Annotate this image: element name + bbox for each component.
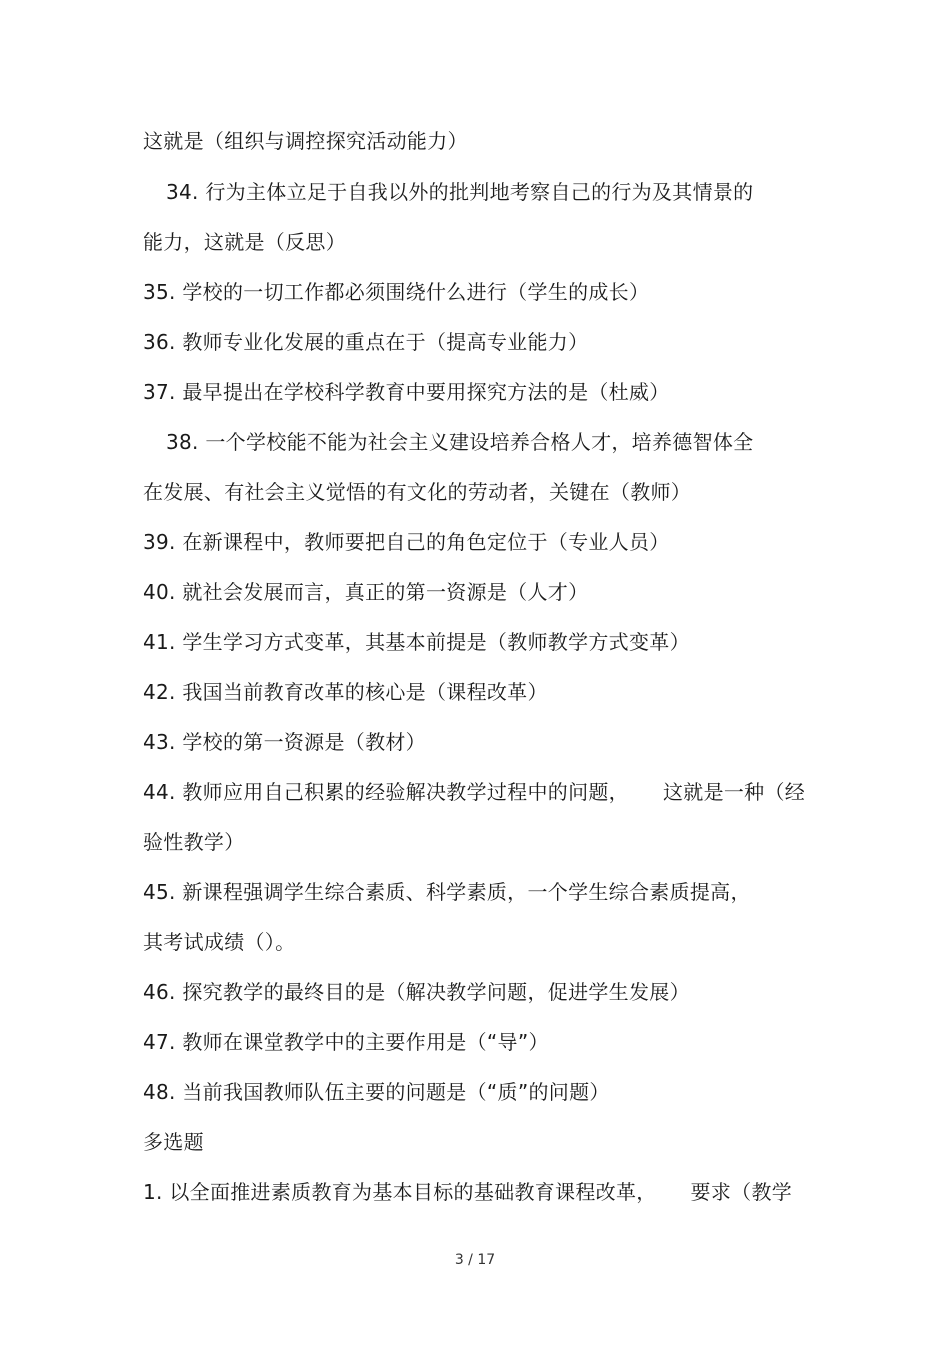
- question-37: 37. 最早提出在学校科学教育中要用探究方法的是（杜威）: [143, 380, 670, 404]
- question-44-line-1: [143, 778, 805, 806]
- question-40: 40. 就社会发展而言，真正的第一资源是（人才）: [143, 580, 589, 604]
- question-36: 36. 教师专业化发展的重点在于（提高专业能力）: [143, 330, 589, 354]
- section-heading-multiple-choice: 多选题: [143, 1130, 204, 1154]
- multi-question-1-part-b: 要求（教学: [690, 1180, 793, 1204]
- multi-question-1-line-1: [143, 1178, 792, 1206]
- question-43: 43. 学校的第一资源是（教材）: [143, 730, 426, 754]
- question-34-line-1: 34. 行为主体立足于自我以外的批判地考察自己的行为及其情景的: [166, 180, 754, 204]
- question-42: 42. 我国当前教育改革的核心是（课程改革）: [143, 680, 548, 704]
- multi-question-1-part-a: 1. 以全面推进素质教育为基本目标的基础教育课程改革，: [143, 1180, 657, 1204]
- question-46: 46. 探究教学的最终目的是（解决教学问题，促进学生发展）: [143, 980, 690, 1004]
- question-38-line-1: 38. 一个学校能不能为社会主义建设培养合格人才，培养德智体全: [166, 430, 754, 454]
- question-38-line-2: 在发展、有社会主义觉悟的有文化的劳动者，关键在（教师）: [143, 480, 692, 504]
- question-44-part-a: 44. 教师应用自己积累的经验解决教学过程中的问题，: [143, 780, 629, 804]
- page-number: 3 / 17: [454, 1252, 496, 1268]
- question-39: 39. 在新课程中，教师要把自己的角色定位于（专业人员）: [143, 530, 670, 554]
- question-45-line-1: 45. 新课程强调学生综合素质、科学素质，一个学生综合素质提高，: [143, 880, 751, 904]
- question-48: 48. 当前我国教师队伍主要的问题是（“质”的问题）: [143, 1080, 610, 1104]
- question-45-line-2: 其考试成绩（）。: [143, 930, 296, 954]
- question-44-line-2: 验性教学）: [143, 830, 245, 854]
- question-44-part-b: 这就是一种（经: [662, 780, 806, 804]
- question-34-line-2: 能力，这就是（反思）: [143, 230, 346, 254]
- question-41: 41. 学生学习方式变革，其基本前提是（教师教学方式变革）: [143, 630, 690, 654]
- question-35: 35. 学校的一切工作都必须围绕什么进行（学生的成长）: [143, 280, 650, 304]
- text-line: 这就是（组织与调控探究活动能力）: [143, 129, 468, 153]
- question-47: 47. 教师在课堂教学中的主要作用是（“导”）: [143, 1030, 549, 1054]
